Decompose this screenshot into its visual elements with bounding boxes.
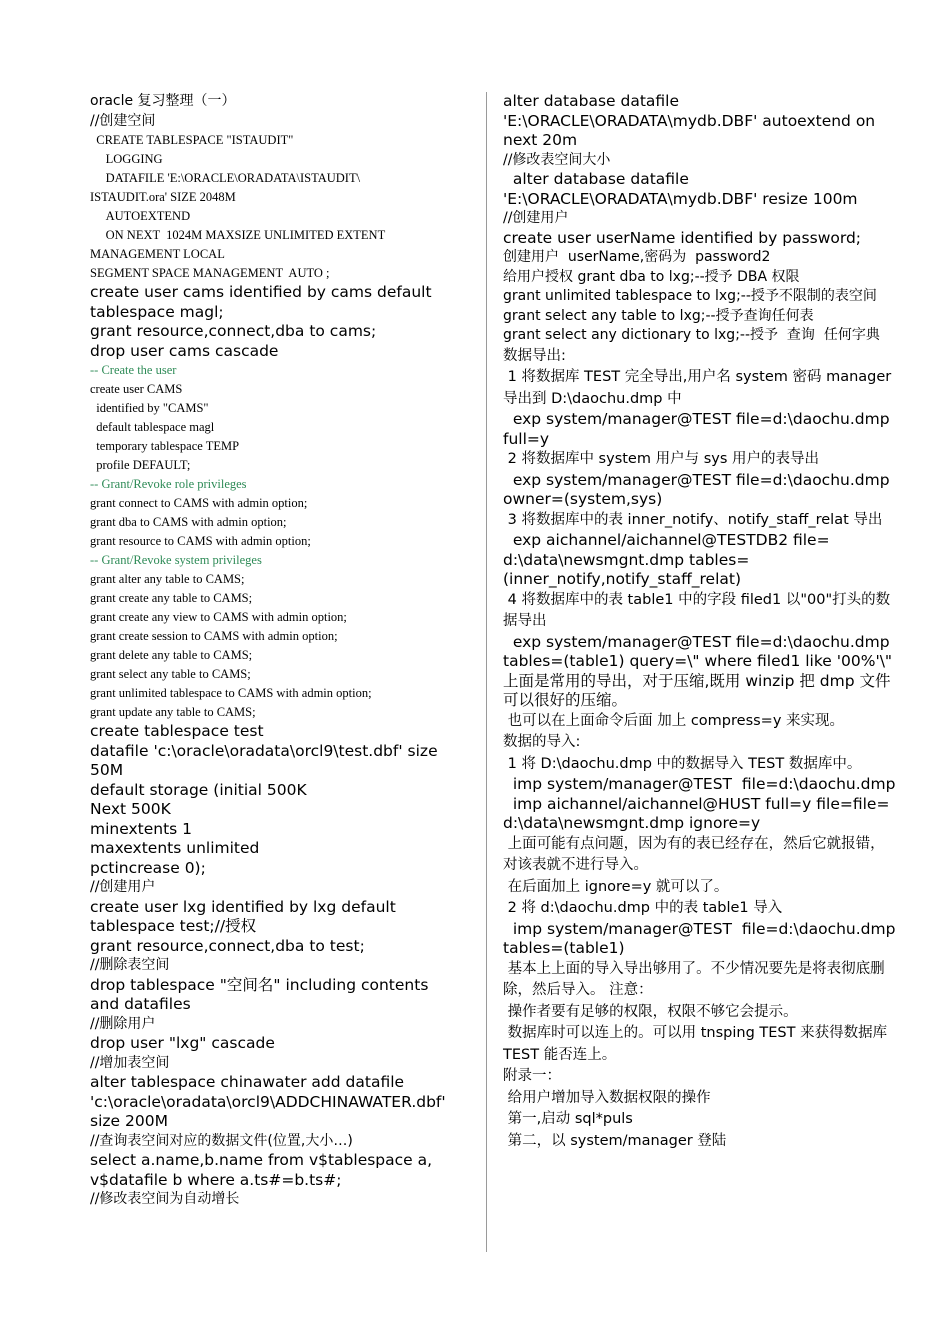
left-text-line: DATAFILE 'E:\ORACLE\ORADATA\ISTAUDIT\ <box>90 171 361 185</box>
right-text-line: grant select any table to lxg;--授予查询任何表 <box>503 307 814 324</box>
left-text-line: minextents 1 <box>90 819 193 838</box>
right-text-line: 给用户授权 grant dba to lxg;--授予 DBA 权限 <box>503 268 800 285</box>
left-text-line: create user lxg identified by lxg default tablespace test;//授权 <box>90 897 401 935</box>
left-text-line: ON NEXT 1024M MAXSIZE UNLIMITED EXTENT <box>90 228 386 242</box>
left-text-line: ISTAUDIT.ora' SIZE 2048M <box>90 190 236 204</box>
left-text-line: create user cams identified by cams default tablespace magl; <box>90 283 437 321</box>
right-text-line: //创建用户 <box>503 210 569 226</box>
right-text-line: 1 将数据库 TEST 完全导出,用户名 system 密码 manager 导出到 D:\daochu.dmp 中 <box>503 369 896 407</box>
right-text-line: 第二，以 system/manager 登陆 <box>503 1132 727 1149</box>
left-text-line: -- Create the user <box>90 363 177 377</box>
left-text-line: //删除用户 <box>90 1015 156 1032</box>
left-text-line: //查询表空间对应的数据文件(位置,大小…) <box>90 1132 353 1149</box>
right-text-line: 数据的导入: <box>503 734 581 750</box>
left-text-line: create user CAMS <box>90 382 183 396</box>
left-text-line: -- Grant/Revoke role privileges <box>90 477 247 491</box>
left-text-line: -- Grant/Revoke system privileges <box>90 553 262 567</box>
right-text-line: 数据导出: <box>503 347 566 364</box>
left-text-line: //创建用户 <box>90 879 156 895</box>
left-text-line: drop user cams cascade <box>90 341 279 360</box>
right-text-line: 2 将数据库中 system 用户与 sys 用户的表导出 <box>503 451 819 467</box>
left-text-line: grant select any table to CAMS; <box>90 667 251 681</box>
right-text-line: 1 将 D:\daochu.dmp 中的数据导入 TEST 数据库中。 <box>503 755 862 772</box>
right-text-line: grant select any dictionary to lxg;--授予 查询 任何字典 <box>503 327 880 343</box>
right-text-line: 在后面加上 ignore=y 就可以了。 <box>503 878 729 895</box>
left-text-line: grant resource,connect,dba to cams; <box>90 322 377 340</box>
right-text-line: create user userName identified by password; <box>503 228 862 247</box>
right-text-line: 给用户增加导入数据权限的操作 <box>503 1089 711 1106</box>
left-text-line: datafile 'c:\oracle\oradata\orcl9\test.dbf' size 50M <box>90 741 443 779</box>
right-text-line: 附录一： <box>503 1068 561 1084</box>
right-text-line: 也可以在上面命令后面 加上 compress=y 来实现。 <box>503 712 845 729</box>
left-text-line: alter tablespace chinawater add datafile 'c:\oracle\oradata\orcl9\ADDCHINAWATER.dbf' size 200M <box>90 1073 451 1130</box>
right-text-line: 第一,启动 sql*puls <box>503 1111 633 1127</box>
right-text-line: alter database datafile 'E:\ORACLE\ORADATA\mydb.DBF' resize 100m <box>503 170 858 208</box>
left-text-line: LOGGING <box>90 152 163 166</box>
right-text-line: exp system/manager@TEST file=d:\daochu.dmp full=y <box>503 410 895 448</box>
right-text-line: 3 将数据库中的表 inner_notify、notify_staff_relat 导出 <box>503 511 883 528</box>
left-text-line: //增加表空间 <box>90 1054 170 1071</box>
right-text-line: imp system/manager@TEST file=d:\daochu.dmp <box>503 775 896 793</box>
left-text-line: maxextents unlimited <box>90 839 260 857</box>
left-text-line: identified by "CAMS" <box>90 401 209 415</box>
right-text-line: 基本上上面的导入导出够用了。不少情况要先是将表彻底删除，然后导入。 注意： <box>503 960 885 998</box>
right-text-line: //修改表空间大小 <box>503 151 611 168</box>
left-text-line: select a.name,b.name from v$tablespace a, v$datafile b where a.ts#=b.ts#; <box>90 1151 437 1189</box>
right-text-line: exp system/manager@TEST file=d:\daochu.dmp owner=(system,sys) <box>503 470 895 508</box>
left-text-line: grant create any table to CAMS; <box>90 591 253 605</box>
right-text-line: imp aichannel/aichannel@HUST full=y file=file= d:\data\newsmgnt.dmp ignore=y <box>503 794 895 832</box>
left-text-line: MANAGEMENT LOCAL <box>90 247 225 261</box>
left-text-line: Next 500K <box>90 800 171 818</box>
right-text-line: 操作者要有足够的权限，权限不够它会提示。 <box>503 1003 798 1020</box>
right-text-line: 4 将数据库中的表 table1 中的字段 filed1 以"00"打头的数据导出 <box>503 591 891 629</box>
right-text-line: alter database datafile 'E:\ORACLE\ORADATA\mydb.DBF' autoextend on next 20m <box>503 92 881 149</box>
left-text-line: temporary tablespace TEMP <box>90 439 240 453</box>
left-text-line: SEGMENT SPACE MANAGEMENT AUTO ; <box>90 266 330 280</box>
left-text-line: pctincrease 0); <box>90 858 206 877</box>
right-text-line: 2 将 d:\daochu.dmp 中的表 table1 导入 <box>503 900 783 916</box>
left-text-line: grant alter any table to CAMS; <box>90 572 245 586</box>
left-text-line: grant resource to CAMS with admin option; <box>90 534 311 548</box>
left-text-line: grant update any table to CAMS; <box>90 705 256 719</box>
right-text-line: exp system/manager@TEST file=d:\daochu.dmp tables=(table1) query=\" where filed1 like '00%'\" 上面是常用的导出，对于压缩,既用 winzip 把 dmp 文件可以很好的压缩。 <box>503 632 897 709</box>
left-text-line: grant connect to CAMS with admin option; <box>90 496 308 510</box>
right-text-line: 数据库时可以连上的。可以用 tnsping TEST 来获得数据库 TEST 能否连上。 <box>503 1025 892 1063</box>
left-text-line: //删除表空间 <box>90 957 170 973</box>
left-text-line: grant create session to CAMS with admin option; <box>90 629 338 643</box>
left-text-line: //创建空间 <box>90 112 156 129</box>
right-text-line: 创建用户 userName,密码为 password2 <box>503 249 771 265</box>
left-text-line: oracle 复习整理（一） <box>90 93 236 109</box>
left-text-line: profile DEFAULT; <box>90 458 191 472</box>
left-column <box>90 92 456 1210</box>
left-text-line: CREATE TABLESPACE "ISTAUDIT" <box>90 133 294 147</box>
left-text-line: AUTOEXTEND <box>90 209 191 223</box>
left-text-line: default tablespace magl <box>90 420 215 434</box>
right-text-line: grant unlimited tablespace to lxg;--授予不限制的表空间 <box>503 288 877 304</box>
left-text-line: grant unlimited tablespace to CAMS with admin option; <box>90 686 372 700</box>
left-text-line: grant dba to CAMS with admin option; <box>90 515 287 529</box>
right-text-line: exp aichannel/aichannel@TESTDB2 file= d:\data\newsmgnt.dmp tables=(inner_notify,notify_staff_relat) <box>503 531 835 588</box>
left-text-line: drop user "lxg" cascade <box>90 1034 275 1052</box>
left-text-line: create tablespace test <box>90 722 264 740</box>
left-text-line: default storage (initial 500K <box>90 780 307 799</box>
left-text-line: drop tablespace "空间名" including contents and datafiles <box>90 975 434 1013</box>
right-text-line: 上面可能有点问题，因为有的表已经存在，然后它就报错，对该表就不进行导入。 <box>503 835 885 873</box>
column-divider <box>486 92 487 1252</box>
right-text-line: imp system/manager@TEST file=d:\daochu.dmp tables=(table1) <box>503 919 906 957</box>
left-text-line: //修改表空间为自动增长 <box>90 1191 240 1207</box>
right-column <box>503 92 906 1152</box>
left-text-line: grant create any view to CAMS with admin option; <box>90 610 347 624</box>
left-text-line: grant delete any table to CAMS; <box>90 648 253 662</box>
left-text-line: grant resource,connect,dba to test; <box>90 936 365 955</box>
